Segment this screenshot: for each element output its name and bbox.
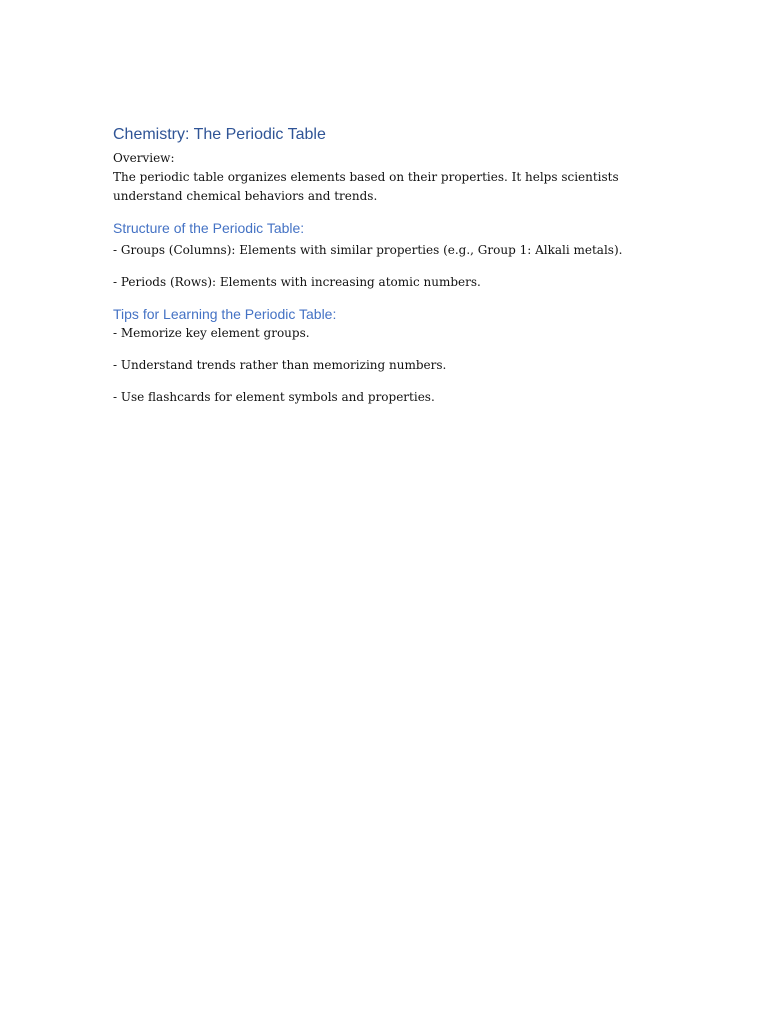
list-item-groups: - Groups (Columns): Elements with similar properties (e.g., Group 1: Alkali metals). (113, 243, 623, 257)
list-item-periods: - Periods (Rows): Elements with increasing atomic numbers. (113, 275, 481, 289)
document-title: Chemistry: The Periodic Table (113, 126, 326, 143)
list-item-flashcards: - Use flashcards for element symbols and properties. (113, 390, 435, 404)
document-page (113, 124, 673, 407)
list-item-trends: - Understand trends rather than memorizing numbers. (113, 358, 447, 372)
section-heading-structure: Structure of the Periodic Table: (113, 220, 305, 236)
list-item-memorize: - Memorize key element groups. (113, 326, 310, 340)
overview-text-line-1: The periodic table organizes elements based on their properties. It helps scientists (113, 170, 619, 184)
overview-label: Overview: (113, 151, 175, 165)
overview-text-line-2: understand chemical behaviors and trends. (113, 189, 378, 203)
section-heading-tips: Tips for Learning the Periodic Table: (113, 306, 337, 322)
